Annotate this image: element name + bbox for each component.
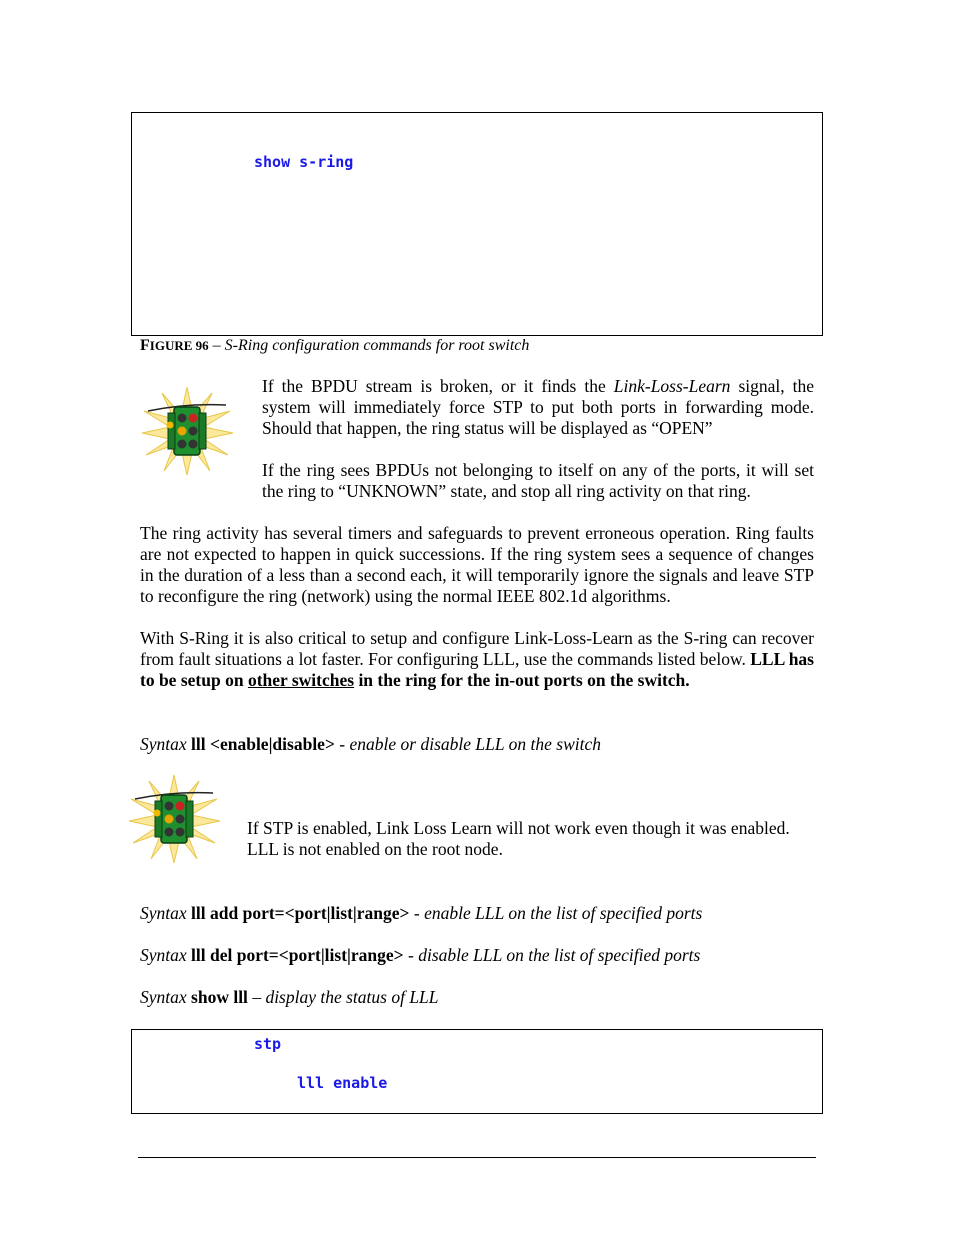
syntax-command: lll del port=<port|list|range> bbox=[191, 945, 404, 965]
paragraph-lll-bold-a: LLL has to be setup on bbox=[140, 649, 814, 690]
note-stp-lll: If STP is enabled, Link Loss Learn will not work even though it was enabled. LLL is not enabled on the root node. bbox=[247, 818, 790, 859]
syntax-lll-enable bbox=[140, 734, 601, 755]
figure-caption bbox=[140, 337, 529, 355]
paragraph-lll-bold-underline: other switches bbox=[247, 670, 355, 690]
note-open-text-a: If the BPDU stream is broken, or it finds the bbox=[262, 376, 614, 396]
syntax-lll-add bbox=[140, 903, 702, 924]
syntax-description: - disable LLL on the list of specified ports bbox=[403, 945, 701, 965]
note-open-text-b: signal, the system will immediately force STP to put both ports in forwarding mode. Should that happen, the ring status will be displayed as “OPEN” bbox=[262, 376, 815, 438]
note-open-text-em: Link-Loss-Learn bbox=[613, 376, 731, 396]
code-line-show-s-ring: show s-ring bbox=[254, 153, 354, 171]
syntax-description: - enable LLL on the list of specified ports bbox=[409, 903, 703, 923]
figure-caption-text: S-Ring configuration commands for root switch bbox=[224, 337, 530, 354]
syntax-description: - enable or disable LLL on the switch bbox=[334, 734, 601, 754]
syntax-label: Syntax bbox=[140, 945, 187, 965]
syntax-description: – display the status of LLL bbox=[247, 987, 439, 1007]
paragraph-lll-bold-b: in the ring for the in-out ports on the switch. bbox=[354, 670, 690, 690]
traffic-light-icon bbox=[140, 385, 235, 477]
figure-label-rest: IGURE 96 bbox=[149, 338, 209, 353]
figure-label-first: F bbox=[140, 337, 150, 354]
code-line-lll-enable: lll enable bbox=[297, 1074, 388, 1092]
figure-caption-dash: – bbox=[208, 337, 225, 354]
code-box-lll-enable bbox=[131, 1029, 823, 1114]
traffic-light-icon bbox=[127, 773, 222, 865]
paragraph-lll-text: With S-Ring it is also critical to setup and configure Link-Loss-Learn as the S-ring can recover from fault situations a lot faster. For configuring LLL, use the commands listed below. bbox=[140, 628, 814, 669]
syntax-lll-del bbox=[140, 945, 700, 966]
code-box-show-s-ring bbox=[131, 112, 823, 336]
syntax-command: show lll bbox=[191, 987, 248, 1007]
syntax-label: Syntax bbox=[140, 734, 187, 754]
footer-divider bbox=[138, 1157, 816, 1158]
syntax-label: Syntax bbox=[140, 987, 187, 1007]
note-unknown-status: If the ring sees BPDUs not belonging to itself on any of the ports, it will set the ring to “UNKNOWN” state, and stop all ring activity on that ring. bbox=[262, 460, 814, 501]
syntax-command: lll add port=<port|list|range> bbox=[191, 903, 410, 923]
syntax-label: Syntax bbox=[140, 903, 187, 923]
syntax-command: lll <enable|disable> bbox=[191, 734, 335, 754]
note-open-status bbox=[262, 376, 814, 439]
paragraph-timers: The ring activity has several timers and safeguards to prevent erroneous operation. Ring faults are not expected to happen in quick successions. If the ring system sees a sequence of changes in the duration of a less than a second each, it will temporarily ignore the signals and leave STP to reconfigure the ring (network) using the normal IEEE 802.1d algorithms. bbox=[140, 523, 814, 606]
syntax-show-lll bbox=[140, 987, 439, 1008]
code-line-stp: stp bbox=[254, 1035, 282, 1053]
paragraph-lll bbox=[140, 628, 814, 691]
